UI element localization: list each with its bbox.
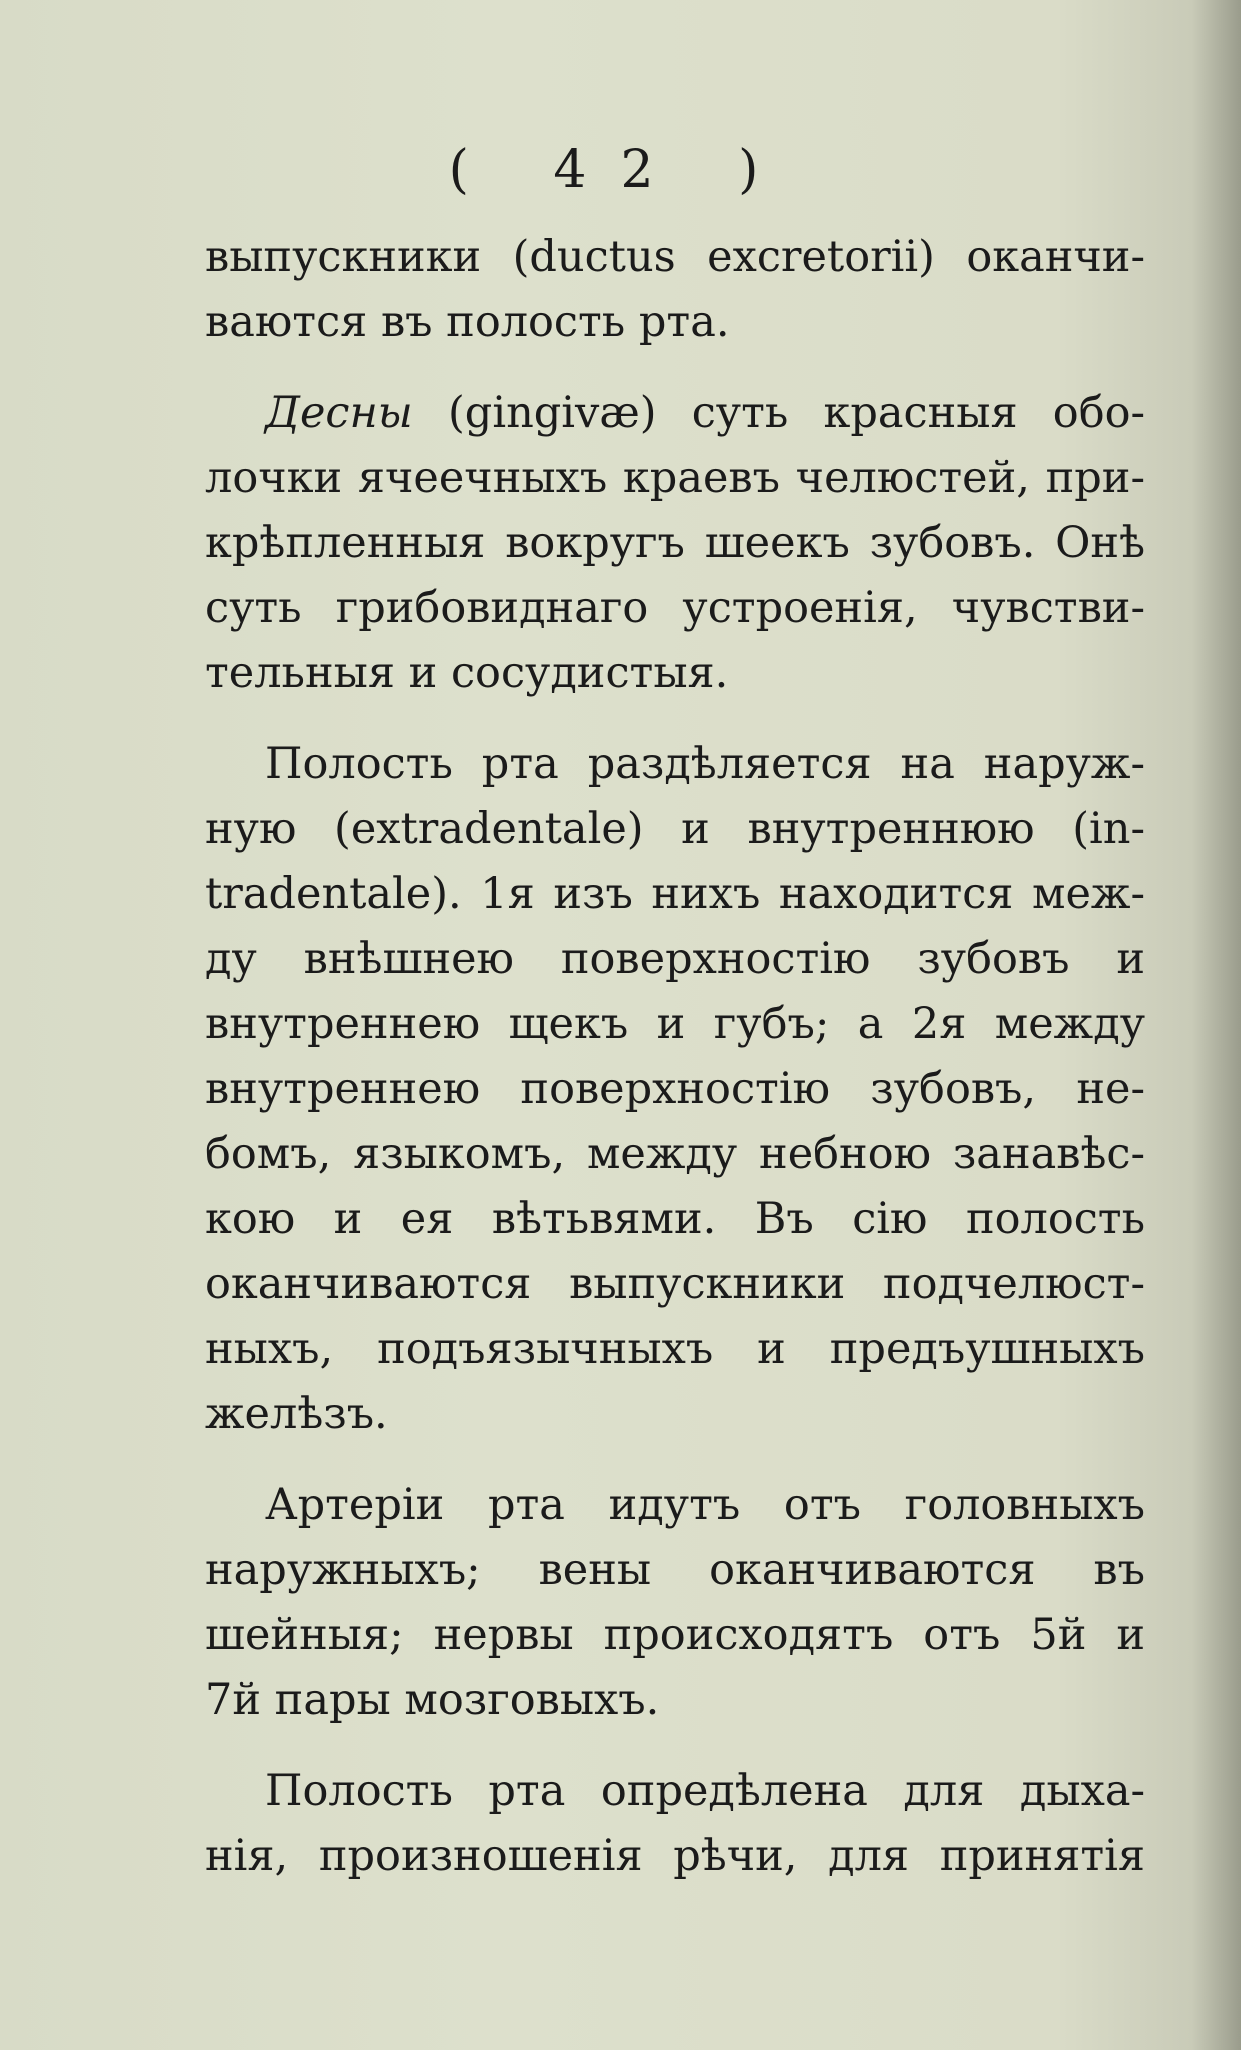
text-line-rest: (gingivæ) суть красныя обо- — [412, 388, 1145, 438]
text-line: суть грибовиднаго устроенія, чувстви- — [205, 583, 1145, 633]
text-line: 7й пары мозговыхъ. — [205, 1675, 660, 1725]
text-line: лочки ячеечныхъ краевъ челюстей, при- — [205, 453, 1145, 503]
text-line: выпускники (ductus excretorii) оканчи- — [205, 232, 1145, 282]
text-line-with-term — [205, 381, 1145, 446]
text-line: ваются въ полость рта. — [205, 297, 730, 347]
text-line: Полость рта раздѣляется на наруж- — [265, 739, 1145, 789]
text-line: ду внѣшнею поверхностію зубовъ и — [205, 934, 1145, 984]
paragraph-3 — [205, 732, 1145, 1447]
text-line: внутреннею щекъ и губъ; а 2я между — [205, 999, 1145, 1049]
text-line: нія, произношенія рѣчи, для принятія — [205, 1831, 1145, 1881]
text-line: Полость рта опредѣлена для дыха- — [265, 1766, 1145, 1816]
text-line: tradentale). 1я изъ нихъ находится меж- — [205, 869, 1145, 919]
text-line: внутреннею поверхностію зубовъ, не- — [205, 1064, 1145, 1114]
paragraph-2 — [205, 381, 1145, 706]
paragraph-4 — [205, 1473, 1145, 1733]
text-line: оканчиваются выпускники подчелюст- — [205, 1259, 1145, 1309]
text-line: бомъ, языкомъ, между небною занавѣс- — [205, 1129, 1145, 1179]
text-line: Артеріи рта идутъ отъ головныхъ — [265, 1480, 1145, 1530]
text-line: ныхъ, подъязычныхъ и предъушныхъ — [205, 1324, 1145, 1374]
text-line: крѣпленныя вокругъ шеекъ зубовъ. Онѣ — [205, 518, 1145, 568]
text-line: ную (extradentale) и внутреннюю (in- — [205, 804, 1145, 854]
text-line: желѣзъ. — [205, 1389, 388, 1439]
text-line: тельныя и сосудистыя. — [205, 648, 729, 698]
paragraph-1 — [205, 225, 1145, 355]
paragraph-5 — [205, 1759, 1145, 1889]
page-number: ( 42 ) — [448, 140, 793, 200]
text-line: шейныя; нервы происходятъ отъ 5й и — [205, 1610, 1145, 1660]
defined-term: Десны — [265, 388, 413, 438]
body-text — [205, 225, 1145, 1915]
text-line: кою и ея вѣтьвями. Въ сію полость — [205, 1194, 1145, 1244]
text-line: наружныхъ; вены оканчиваются въ — [205, 1545, 1145, 1595]
